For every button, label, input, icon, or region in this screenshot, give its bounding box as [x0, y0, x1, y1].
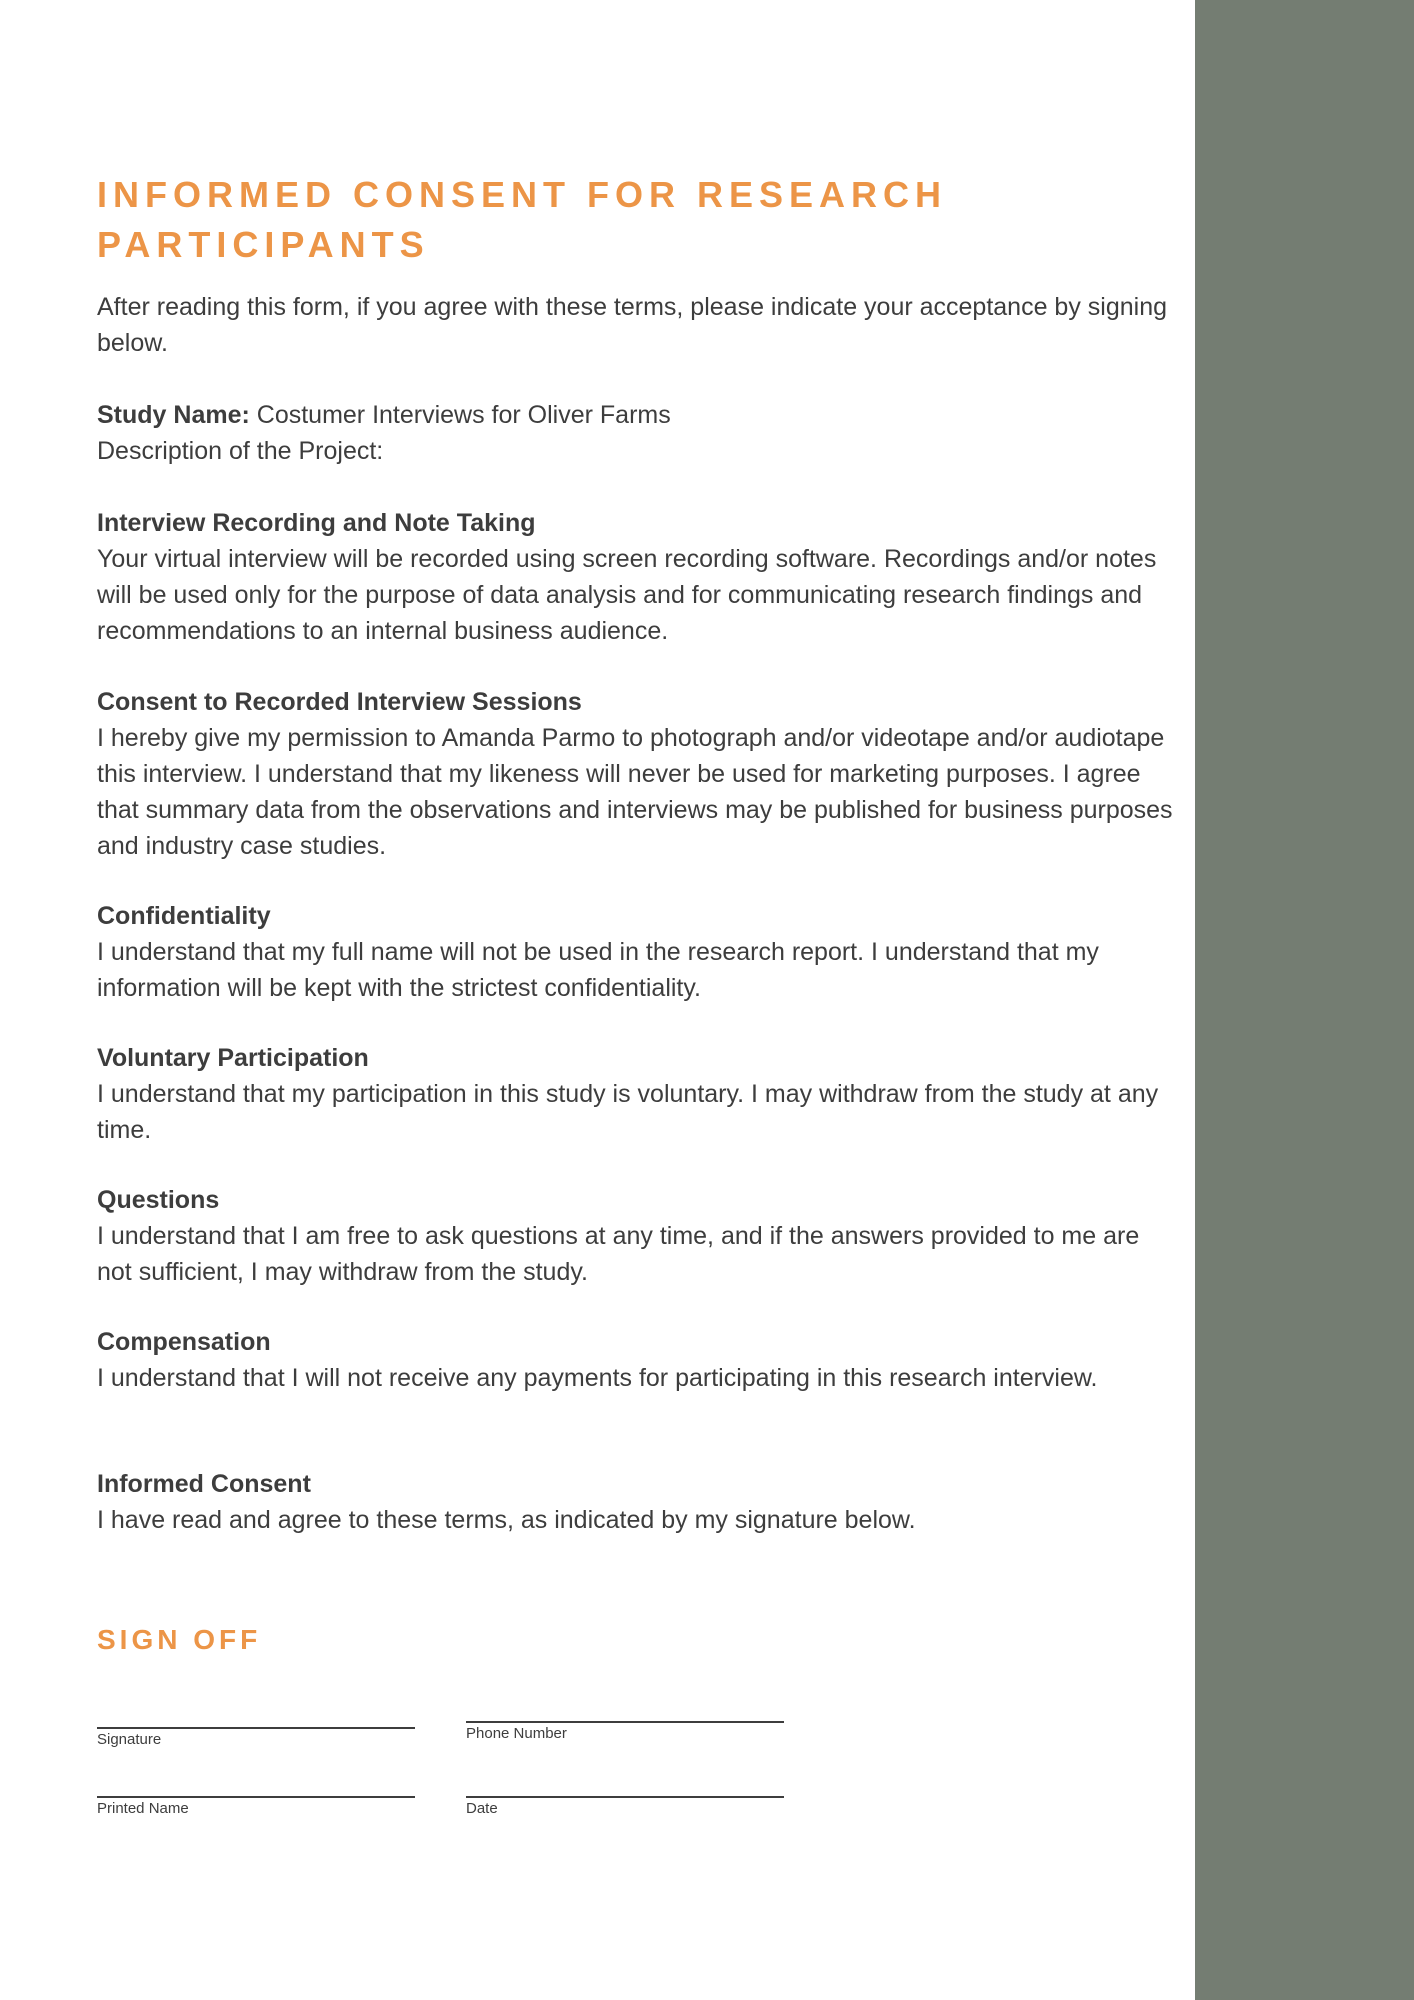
signature-line[interactable] — [97, 1727, 415, 1729]
study-name-label: Study Name: — [97, 401, 250, 429]
section-body: I understand that I will not receive any payments for participating in this research interview. — [97, 1364, 1098, 1392]
section-body: I hereby give my permission to Amanda Parmo to photograph and/or videotape and/or audiotape this interview. I understand that my likeness will never be used for marketing purposes. I agree that summary data from the observations and interviews may be published for business purposes and industry case studies. — [97, 724, 1173, 860]
section-heading: Consent to Recorded Interview Sessions — [97, 688, 582, 716]
section-heading: Confidentiality — [97, 902, 271, 930]
section-body: I understand that my full name will not be used in the research report. I understand that my information will be kept with the strictest confidentiality. — [97, 938, 1099, 1002]
section-heading: Questions — [97, 1186, 220, 1214]
printed-name-label: Printed Name — [97, 1800, 189, 1817]
section-confidentiality — [97, 898, 1177, 1006]
intro-text: After reading this form, if you agree with these terms, please indicate your acceptance by signing below. — [97, 293, 1168, 357]
signature-label: Signature — [97, 1731, 162, 1748]
signoff-heading: SIGN OFF — [97, 1624, 262, 1655]
section-heading: Interview Recording and Note Taking — [97, 509, 536, 537]
section-questions — [97, 1182, 1177, 1290]
section-compensation — [97, 1324, 1177, 1396]
study-name-value: Costumer Interviews for Oliver Farms — [249, 401, 671, 429]
section-body: I have read and agree to these terms, as indicated by my signature below. — [97, 1506, 916, 1534]
phone-number-field[interactable] — [466, 1721, 784, 1744]
section-body: Your virtual interview will be recorded using screen recording software. Recordings and/or notes will be used only for the purpose of data analysis and for communicating research findings and recommendations to an internal business audience. — [97, 545, 1157, 645]
date-line[interactable] — [466, 1796, 784, 1798]
section-heading: Informed Consent — [97, 1470, 311, 1498]
decorative-sidebar — [1195, 0, 1414, 2000]
page-title: INFORMED CONSENT FOR RESEARCH PARTICIPANTS — [97, 174, 948, 265]
date-field[interactable] — [466, 1796, 784, 1819]
section-body: I understand that I am free to ask questions at any time, and if the answers provided to me are not sufficient, I may withdraw from the study. — [97, 1222, 1140, 1286]
signature-field[interactable] — [97, 1727, 415, 1750]
section-body: I understand that my participation in this study is voluntary. I may withdraw from the study at any time. — [97, 1080, 1159, 1144]
printed-name-line[interactable] — [97, 1796, 415, 1798]
study-name-line — [97, 397, 1177, 433]
date-label: Date — [466, 1800, 498, 1817]
section-recording — [97, 505, 1177, 649]
phone-number-line[interactable] — [466, 1721, 784, 1723]
project-description-label: Description of the Project: — [97, 437, 384, 465]
section-heading: Voluntary Participation — [97, 1044, 369, 1072]
section-informed-consent — [97, 1466, 1177, 1538]
section-voluntary — [97, 1040, 1177, 1148]
phone-number-label: Phone Number — [466, 1725, 567, 1742]
printed-name-field[interactable] — [97, 1796, 415, 1819]
section-recorded-consent — [97, 684, 1177, 864]
section-heading: Compensation — [97, 1328, 271, 1356]
study-info — [97, 397, 1177, 469]
